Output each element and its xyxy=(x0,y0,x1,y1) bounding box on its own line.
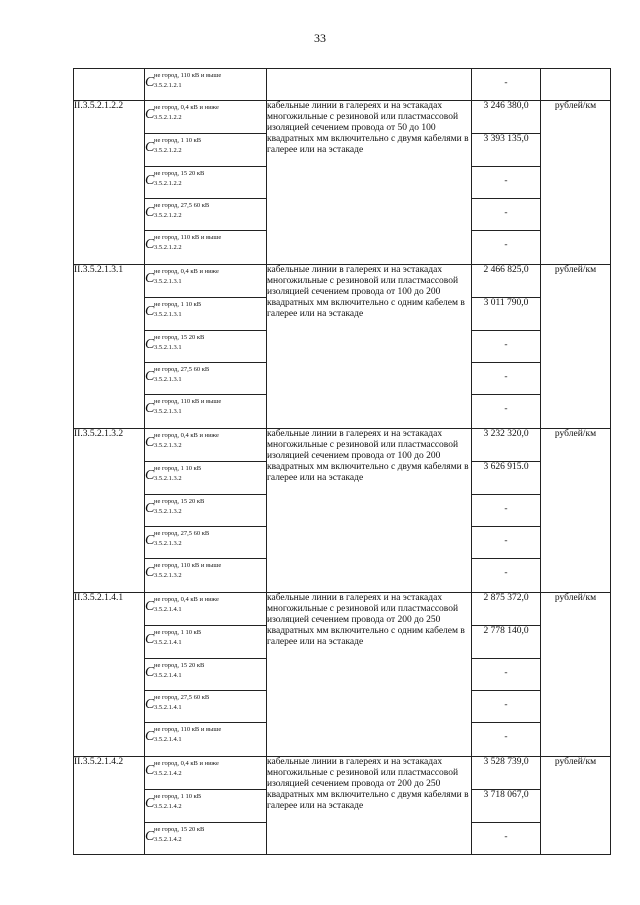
description-cell: кабельные линии в галереях и на эстакадах многожильные с резиновой или пластмассовой изоляцией сечением провода от 100 до 200 квадратных мм включительно с двумя кабелями в галерее или на эстакаде xyxy=(267,429,472,593)
coefficient-condition: не город, 27,5 60 кВ xyxy=(154,366,210,373)
coefficient-symbol: C xyxy=(145,501,155,516)
coefficient-condition: не город, 110 кВ и выше xyxy=(154,398,222,405)
coefficient-cell xyxy=(145,101,267,134)
coefficient-symbol: C xyxy=(145,205,155,220)
unit-cell: рублей/км xyxy=(541,593,611,757)
coefficient-condition: не город, 0,4 кВ и ниже xyxy=(154,596,219,603)
value-cell: - xyxy=(472,363,541,395)
coefficient-index: 3.5.2.1.4.1 xyxy=(154,736,182,743)
value-cell: 3 232 320,0 xyxy=(472,429,541,462)
coefficient-cell xyxy=(145,69,267,101)
coefficient-index: 3.5.2.1.4.2 xyxy=(154,836,182,843)
coefficient-condition: не город, 15 20 кВ xyxy=(154,334,205,341)
coefficient-index: 3.5.2.1.4.2 xyxy=(154,770,182,777)
coefficient-cell xyxy=(145,298,267,331)
value-cell: - xyxy=(472,659,541,691)
coefficient-index: 3.5.2.1.3.1 xyxy=(154,408,182,415)
coefficient-cell xyxy=(145,823,267,855)
value-cell: 3 393 135,0 xyxy=(472,134,541,167)
coefficient-index: 3.5.2.1.4.1 xyxy=(154,606,182,613)
coefficient-symbol: C xyxy=(145,173,155,188)
coefficient-index: 3.5.2.1.2.2 xyxy=(154,147,182,154)
value-cell: - xyxy=(472,167,541,199)
coefficient-symbol: C xyxy=(145,665,155,680)
coefficient-symbol: C xyxy=(145,401,155,416)
table-row xyxy=(74,101,611,134)
coefficient-condition: не город, 15 20 кВ xyxy=(154,662,205,669)
coefficient-symbol: C xyxy=(145,829,155,844)
table-row xyxy=(74,593,611,626)
coefficient-condition: не город, 27,5 60 кВ xyxy=(154,202,210,209)
coefficient-index: 3.5.2.1.3.2 xyxy=(154,475,182,482)
value-cell: - xyxy=(472,331,541,363)
coefficient-condition: не город, 27,5 60 кВ xyxy=(154,694,210,701)
coefficient-condition: не город, 1 10 кВ xyxy=(154,629,202,636)
coefficient-condition: не город, 0,4 кВ и ниже xyxy=(154,432,219,439)
coefficient-symbol: C xyxy=(145,271,155,286)
coefficient-symbol: C xyxy=(145,729,155,744)
unit-cell: рублей/км xyxy=(541,101,611,265)
coefficient-cell xyxy=(145,462,267,495)
coefficient-cell xyxy=(145,134,267,167)
coefficient-cell xyxy=(145,527,267,559)
table-row xyxy=(74,429,611,462)
coefficient-index: 3.5.2.1.4.1 xyxy=(154,672,182,679)
table-row xyxy=(74,757,611,790)
coefficient-cell xyxy=(145,495,267,527)
value-cell: 3 718 067,0 xyxy=(472,790,541,823)
coefficient-index: 3.5.2.1.2.2 xyxy=(154,212,182,219)
coefficient-condition: не город, 1 10 кВ xyxy=(154,465,202,472)
code-cell: II.3.5.2.1.4.1 xyxy=(74,593,145,757)
coefficient-condition: не город, 0,4 кВ и ниже xyxy=(154,104,219,111)
coefficient-index: 3.5.2.1.3.2 xyxy=(154,442,182,449)
coefficient-index: 3.5.2.1.2.2 xyxy=(154,180,182,187)
coefficient-condition: не город, 110 кВ и выше xyxy=(154,72,222,79)
coefficient-index: 3.5.2.1.3.2 xyxy=(154,508,182,515)
description-cell: кабельные линии в галереях и на эстакадах многожильные с резиновой или пластмассовой изоляцией сечением провода от 200 до 250 квадратных мм включительно с одним кабелем в галерее или на эстакаде xyxy=(267,593,472,757)
code-cell: II.3.5.2.1.3.2 xyxy=(74,429,145,593)
coefficient-index: 3.5.2.1.4.2 xyxy=(154,803,182,810)
page-number: 33 xyxy=(314,31,326,45)
coefficient-cell xyxy=(145,363,267,395)
coefficient-cell xyxy=(145,331,267,363)
coefficient-symbol: C xyxy=(145,565,155,580)
description-cell: кабельные линии в галереях и на эстакадах многожильные с резиновой или пластмассовой изоляцией сечением провода от 200 до 250 квадратных мм включительно с двумя кабелями в галерее или на эстакаде xyxy=(267,757,472,855)
value-cell: - xyxy=(472,69,541,101)
coefficient-cell xyxy=(145,265,267,298)
value-cell: - xyxy=(472,495,541,527)
coefficient-condition: не город, 110 кВ и выше xyxy=(154,562,222,569)
coefficient-index: 3.5.2.1.3.1 xyxy=(154,344,182,351)
value-cell: 3 528 739,0 xyxy=(472,757,541,790)
coefficient-condition: не город, 27,5 60 кВ xyxy=(154,530,210,537)
coefficient-cell xyxy=(145,757,267,790)
code-cell: II.3.5.2.1.2.2 xyxy=(74,101,145,265)
coefficient-symbol: C xyxy=(145,140,155,155)
coefficient-index: 3.5.2.1.3.2 xyxy=(154,572,182,579)
description-cell: кабельные линии в галереях и на эстакадах многожильные с резиновой или пластмассовой изоляцией сечением провода от 50 до 100 квадратных мм включительно с двумя кабелями в галерее или на эстакаде xyxy=(267,101,472,265)
coefficient-condition: не город, 110 кВ и выше xyxy=(154,726,222,733)
unit-cell xyxy=(541,69,611,101)
coefficient-condition: не город, 0,4 кВ и ниже xyxy=(154,268,219,275)
coefficient-index: 3.5.2.1.2.1 xyxy=(154,82,182,89)
coefficient-cell xyxy=(145,626,267,659)
table-row xyxy=(74,265,611,298)
coefficient-symbol: C xyxy=(145,107,155,122)
value-cell: 2 778 140,0 xyxy=(472,626,541,659)
coefficient-symbol: C xyxy=(145,697,155,712)
value-cell: - xyxy=(472,395,541,429)
code-cell: II.3.5.2.1.4.2 xyxy=(74,757,145,855)
coefficient-index: 3.5.2.1.3.1 xyxy=(154,376,182,383)
value-cell: 2 875 372,0 xyxy=(472,593,541,626)
coefficient-symbol: C xyxy=(145,468,155,483)
coefficient-symbol: C xyxy=(145,632,155,647)
coefficient-condition: не город, 110 кВ и выше xyxy=(154,234,222,241)
coefficient-cell xyxy=(145,790,267,823)
coefficient-symbol: C xyxy=(145,796,155,811)
unit-cell: рублей/км xyxy=(541,265,611,429)
coefficient-cell xyxy=(145,199,267,231)
coefficient-condition: не город, 15 20 кВ xyxy=(154,826,205,833)
coefficient-symbol: C xyxy=(145,763,155,778)
coefficient-index: 3.5.2.1.2.2 xyxy=(154,244,182,251)
coefficient-cell xyxy=(145,559,267,593)
rates-table xyxy=(73,68,611,855)
value-cell: - xyxy=(472,527,541,559)
coefficient-cell xyxy=(145,691,267,723)
unit-cell: рублей/км xyxy=(541,757,611,855)
value-cell: 2 466 825,0 xyxy=(472,265,541,298)
value-cell: 3 011 790,0 xyxy=(472,298,541,331)
coefficient-cell xyxy=(145,231,267,265)
coefficient-index: 3.5.2.1.2.2 xyxy=(154,114,182,121)
coefficient-symbol: C xyxy=(145,304,155,319)
value-cell: - xyxy=(472,559,541,593)
coefficient-cell xyxy=(145,659,267,691)
coefficient-condition: не город, 1 10 кВ xyxy=(154,137,202,144)
coefficient-symbol: C xyxy=(145,337,155,352)
coefficient-index: 3.5.2.1.4.1 xyxy=(154,639,182,646)
value-cell: - xyxy=(472,723,541,757)
coefficient-cell xyxy=(145,167,267,199)
coefficient-symbol: C xyxy=(145,369,155,384)
coefficient-condition: не город, 1 10 кВ xyxy=(154,793,202,800)
value-cell: - xyxy=(472,199,541,231)
coefficient-index: 3.5.2.1.4.1 xyxy=(154,704,182,711)
unit-cell: рублей/км xyxy=(541,429,611,593)
coefficient-symbol: C xyxy=(145,237,155,252)
coefficient-cell xyxy=(145,429,267,462)
value-cell: 3 626 915.0 xyxy=(472,462,541,495)
value-cell: - xyxy=(472,231,541,265)
coefficient-symbol: C xyxy=(145,533,155,548)
value-cell: 3 246 380,0 xyxy=(472,101,541,134)
coefficient-index: 3.5.2.1.3.1 xyxy=(154,278,182,285)
value-cell: - xyxy=(472,823,541,855)
coefficient-cell xyxy=(145,723,267,757)
table-row xyxy=(74,69,611,101)
value-cell: - xyxy=(472,691,541,723)
code-cell xyxy=(74,69,145,101)
description-cell xyxy=(267,69,472,101)
description-cell: кабельные линии в галереях и на эстакадах многожильные с резиновой или пластмассовой изоляцией сечением провода от 100 до 200 квадратных мм включительно с одним кабелем в галерее или на эстакаде xyxy=(267,265,472,429)
coefficient-condition: не город, 15 20 кВ xyxy=(154,170,205,177)
coefficient-index: 3.5.2.1.3.1 xyxy=(154,311,182,318)
coefficient-index: 3.5.2.1.3.2 xyxy=(154,540,182,547)
coefficient-condition: не город, 15 20 кВ xyxy=(154,498,205,505)
coefficient-symbol: C xyxy=(145,435,155,450)
coefficient-cell xyxy=(145,395,267,429)
coefficient-symbol: C xyxy=(145,599,155,614)
coefficient-cell xyxy=(145,593,267,626)
code-cell: II.3.5.2.1.3.1 xyxy=(74,265,145,429)
coefficient-condition: не город, 0,4 кВ и ниже xyxy=(154,760,219,767)
coefficient-condition: не город, 1 10 кВ xyxy=(154,301,202,308)
coefficient-symbol: C xyxy=(145,75,155,90)
